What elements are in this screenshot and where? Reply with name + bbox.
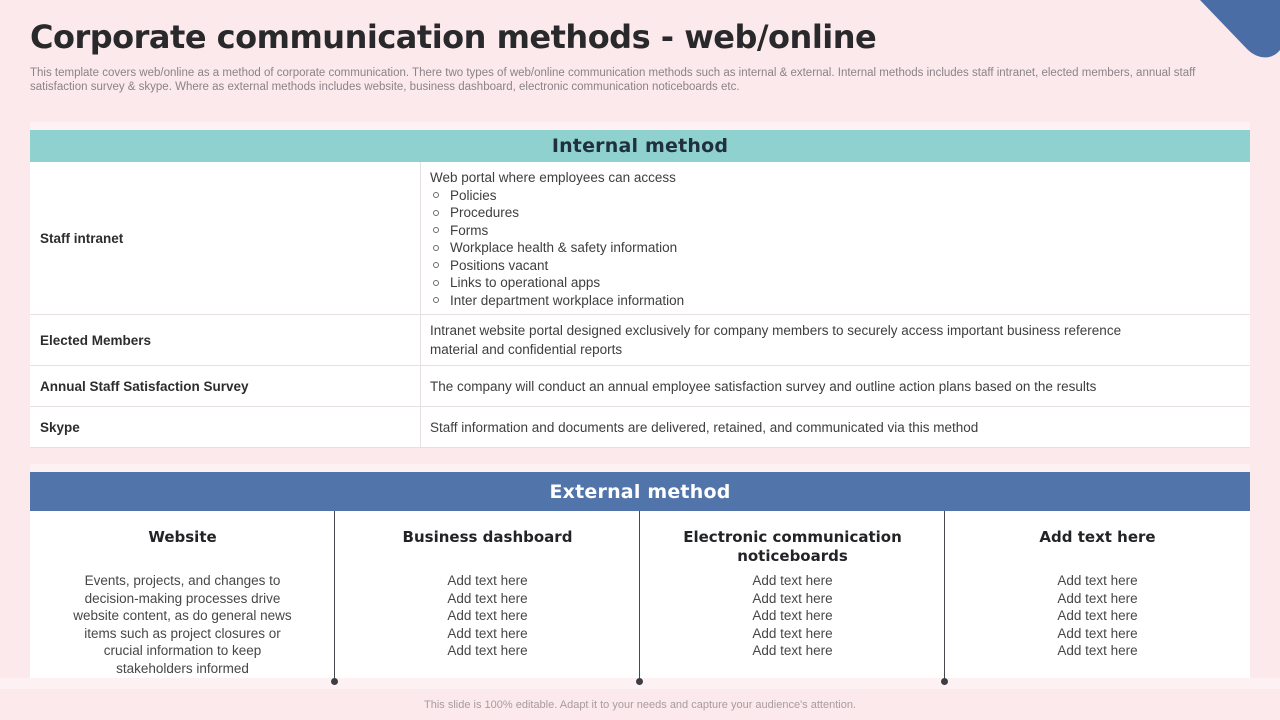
placeholder-text: Add text here bbox=[1057, 643, 1138, 659]
placeholder-text: Add text here bbox=[1057, 608, 1138, 624]
external-method-header: External method bbox=[30, 472, 1250, 511]
internal-method-table bbox=[30, 130, 1250, 448]
placeholder-text: Add text here bbox=[1057, 573, 1138, 588]
placeholder-text: Add text here bbox=[752, 608, 833, 624]
column-business-dashboard bbox=[335, 528, 640, 678]
placeholder-text: Add text here bbox=[752, 590, 833, 606]
placeholder-text: Add text here bbox=[447, 608, 528, 624]
intro-line: Web portal where employees can access bbox=[430, 170, 676, 185]
list-item-label: Policies bbox=[450, 187, 497, 203]
placeholder-text: Add text here bbox=[447, 573, 528, 588]
divider bbox=[30, 122, 1250, 130]
row-content: Intranet website portal designed exclusively for company members to securely access important business reference material and confidential reports bbox=[430, 323, 1122, 357]
row-content bbox=[421, 162, 1250, 314]
placeholder-text: Add text here bbox=[447, 643, 528, 659]
list-item bbox=[430, 274, 1172, 292]
column-title: Website bbox=[148, 528, 217, 546]
list-item-label: Workplace health & safety information bbox=[450, 240, 678, 255]
placeholder-text: Add text here bbox=[1057, 590, 1138, 606]
placeholder-text: Add text here bbox=[752, 573, 833, 588]
list-item bbox=[430, 204, 1172, 222]
placeholder-text: Add text here bbox=[1057, 625, 1138, 641]
circle-bullet-icon bbox=[433, 192, 439, 198]
internal-method-body bbox=[30, 162, 1250, 448]
placeholder-text: Add text here bbox=[447, 625, 528, 641]
internal-method-header: Internal method bbox=[30, 130, 1250, 162]
column-title: Add text here bbox=[1039, 528, 1156, 546]
list-item bbox=[430, 239, 1172, 257]
external-method-table bbox=[30, 472, 1250, 678]
list-item-label: Forms bbox=[450, 222, 489, 238]
list-item bbox=[430, 222, 1172, 240]
divider bbox=[30, 464, 1250, 472]
column-divider bbox=[639, 511, 640, 681]
placeholder-text: Add text here bbox=[447, 590, 528, 606]
corner-accent-shape bbox=[1192, 0, 1280, 62]
list-item-label: Positions vacant bbox=[450, 257, 549, 273]
table-row-staff-intranet bbox=[30, 162, 1250, 315]
column-paragraph: Events, projects, and changes to decision-making processes drive website content, as do general news items such as project closures or crucial information to keep stakeholders informed bbox=[73, 573, 292, 676]
column-divider bbox=[944, 511, 945, 681]
table-row-skype bbox=[30, 407, 1250, 447]
row-label: Elected Members bbox=[30, 315, 421, 365]
circle-bullet-icon bbox=[433, 227, 439, 233]
column-electronic-noticeboards bbox=[640, 528, 945, 678]
column-website bbox=[30, 528, 335, 678]
row-label: Skype bbox=[30, 407, 421, 447]
column-add-text bbox=[945, 528, 1250, 678]
external-method-body bbox=[30, 511, 1250, 678]
row-label: Staff intranet bbox=[30, 162, 421, 314]
footer-note: This slide is 100% editable. Adapt it to your needs and capture your audience's attention. bbox=[424, 699, 856, 711]
list-item-label: Links to operational apps bbox=[450, 275, 601, 290]
table-row-elected-members bbox=[30, 315, 1250, 366]
circle-bullet-icon bbox=[433, 280, 439, 286]
circle-bullet-icon bbox=[433, 210, 439, 216]
page-title: Corporate communication methods - web/online bbox=[30, 18, 877, 56]
column-title: Business dashboard bbox=[402, 528, 573, 546]
table-row-satisfaction-survey bbox=[30, 366, 1250, 407]
list-item bbox=[430, 257, 1172, 275]
list-item bbox=[430, 187, 1172, 205]
column-title: Electronic communication noticeboards bbox=[683, 528, 902, 565]
list-item bbox=[430, 292, 1172, 310]
placeholder-text: Add text here bbox=[752, 625, 833, 641]
list-item-label: Procedures bbox=[450, 205, 520, 220]
row-content: Staff information and documents are delivered, retained, and communicated via this method bbox=[430, 419, 979, 435]
placeholder-text: Add text here bbox=[752, 643, 833, 659]
row-label: Annual Staff Satisfaction Survey bbox=[30, 366, 421, 406]
list-item-label: Inter department workplace information bbox=[450, 292, 685, 308]
circle-bullet-icon bbox=[433, 262, 439, 268]
circle-bullet-icon bbox=[433, 245, 439, 251]
column-divider bbox=[334, 511, 335, 681]
circle-bullet-icon bbox=[433, 297, 439, 303]
row-content: The company will conduct an annual employee satisfaction survey and outline action plans based on the results bbox=[430, 378, 1097, 394]
slide-description: This template covers web/online as a method of corporate communication. There two types of web/online communication methods such as internal & external. Internal methods includes staff intranet, elected members, annual staff satisfaction survey & skype. Where as external methods includes website, business dashboard, electronic communication noticeboards etc. bbox=[30, 67, 1196, 93]
